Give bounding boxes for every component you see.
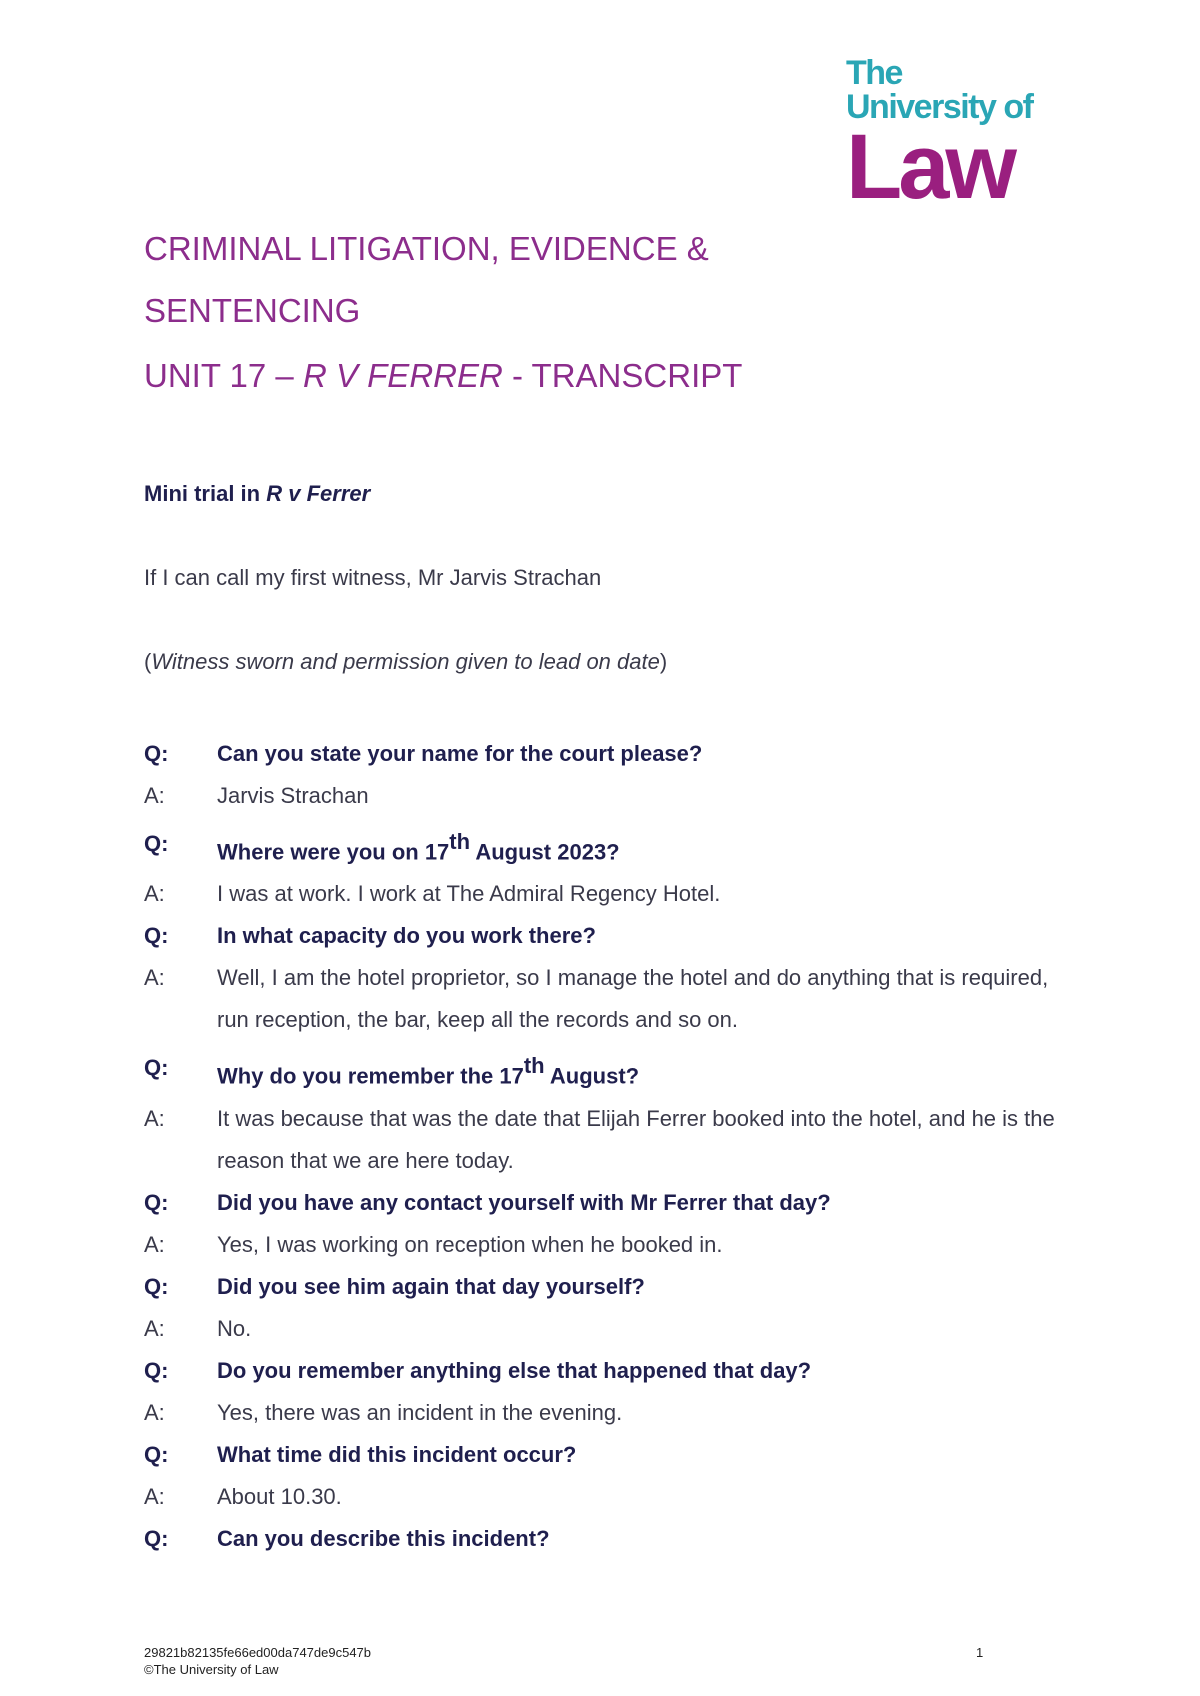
title-line-1: CRIMINAL LITIGATION, EVIDENCE & [144,230,709,267]
question-label: Q: [144,923,169,949]
subheading [144,481,370,507]
ordinal-suffix: th [449,829,471,854]
transcript [144,733,1064,1560]
title-case-name: R V FERRER [302,357,503,394]
note-close: ) [659,649,668,674]
question-label: Q: [144,1357,169,1383]
answer-text: No. [217,1315,252,1341]
subheading-prefix: Mini trial in [144,481,267,506]
note-open: ( [144,649,152,674]
question-text: In what capacity do you work there? [217,923,596,949]
question-text: Can you state your name for the court please? [217,741,703,766]
title-unit-prefix: UNIT 17 – [144,357,303,394]
footer-document-id: 29821b82135fe66ed00da747de9c547b [144,1645,372,1660]
ordinal-suffix: th [523,1053,545,1079]
question-row [144,915,1064,957]
question-label: Q: [144,1525,169,1551]
answer-label: A: [144,1105,165,1131]
question-text: Did you see him again that day yourself? [217,1273,645,1299]
question-row [144,1047,1064,1097]
answer-row [144,1392,1064,1434]
question-text: Do you remember anything else that happened that day? [217,1357,812,1383]
question-row [144,1182,1064,1224]
answer-label: A: [144,783,165,808]
question-text: Did you have any contact yourself with Mr Ferrer that day? [217,1189,831,1215]
question-label: Q: [144,1055,169,1081]
answer-label: A: [144,1315,165,1341]
stage-note [144,649,667,675]
subheading-case: R v Ferrer [266,481,371,506]
question-text: Can you describe this incident? [217,1525,550,1551]
logo-text-law: Law [846,116,1013,218]
question-label: Q: [144,1189,169,1215]
answer-text: Yes, I was working on reception when he booked in. [217,1231,723,1257]
question-text-part: August? [544,1063,640,1089]
answer-label: A: [144,965,165,991]
page-number: 1 [976,1645,984,1660]
answer-row [144,1224,1064,1266]
question-label: Q: [144,1441,169,1467]
answer-text: Yes, there was an incident in the evening. [217,1399,623,1425]
footer-copyright: ©The University of Law [144,1662,279,1677]
title-line-2: SENTENCING [144,292,361,329]
title-unit-suffix: - TRANSCRIPT [502,357,743,394]
answer-row [144,873,1064,915]
question-text-part: Why do you remember the 17 [217,1063,524,1089]
question-row [144,1350,1064,1392]
answer-text: It was because that was the date that Elijah Ferrer booked into the hotel, and he is the reason that we are here today. [217,1105,1055,1173]
question-text-part: August 2023? [470,839,620,865]
answer-text: Well, I am the hotel proprietor, so I manage the hotel and do anything that is required, run reception, the bar, keep all the records and so on. [217,965,1049,1033]
answer-row [144,957,1064,1041]
answer-row [144,775,1064,817]
answer-row [144,1098,1064,1182]
question-label: Q: [144,831,169,856]
university-logo [846,54,1033,218]
answer-label: A: [144,1483,165,1509]
answer-text: Jarvis Strachan [217,783,369,808]
answer-label: A: [144,881,165,907]
question-text-part: Where were you on 17 [217,839,450,865]
answer-row [144,1476,1064,1518]
logo-text-the: The [846,54,902,92]
question-text [217,1047,1064,1097]
intro-text: If I can call my first witness, Mr Jarvis Strachan [144,565,602,590]
answer-label: A: [144,1231,165,1257]
question-row [144,733,1064,775]
question-row [144,823,1064,873]
answer-text: About 10.30. [217,1483,342,1509]
answer-label: A: [144,1399,165,1425]
title-line-3 [144,356,742,396]
question-row [144,1266,1064,1308]
answer-row [144,1308,1064,1350]
logo-text-university-of: University of [846,88,1033,126]
question-label: Q: [144,1273,169,1299]
question-row [144,1434,1064,1476]
answer-text: I was at work. I work at The Admiral Regency Hotel. [217,881,721,907]
note-text: Witness sworn and permission given to lead on date [151,649,660,674]
question-text [217,823,1064,873]
question-label: Q: [144,741,169,766]
question-text: What time did this incident occur? [217,1441,577,1467]
question-row [144,1518,1064,1560]
